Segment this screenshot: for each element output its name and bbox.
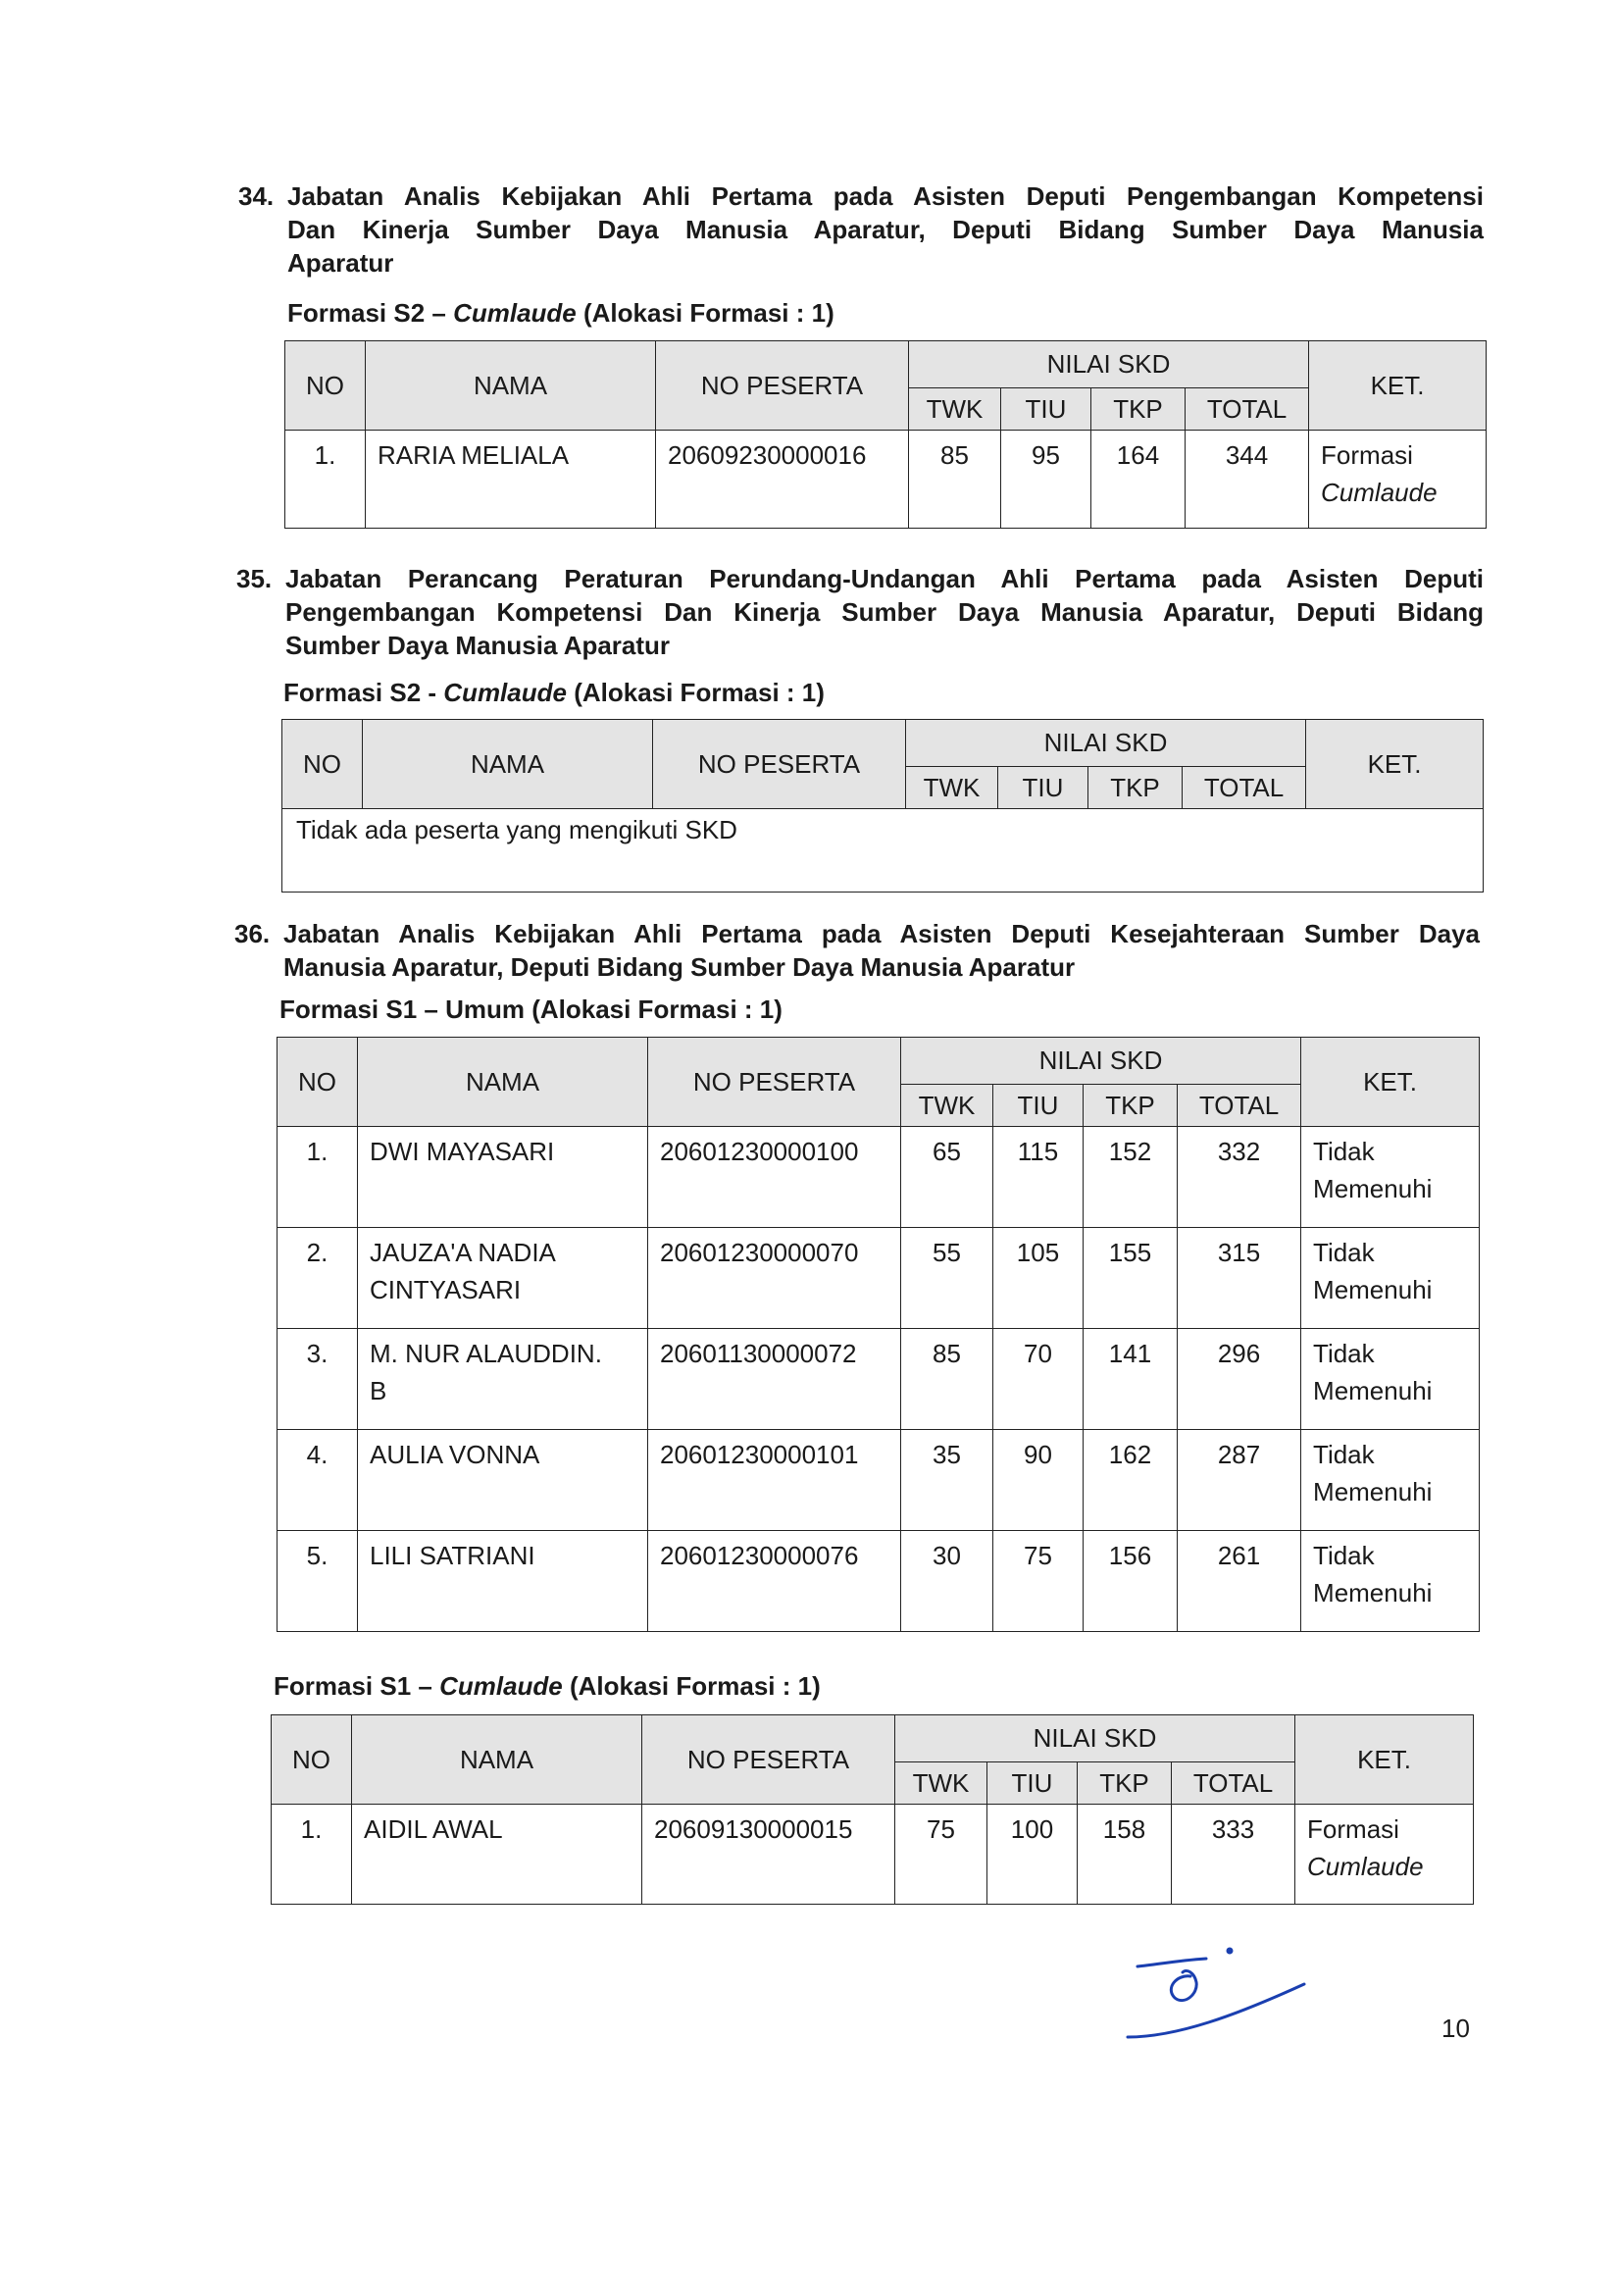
header-nilai-skd: NILAI SKD (895, 1715, 1295, 1762)
header-ket: KET. (1309, 341, 1487, 431)
table-row (278, 1329, 1480, 1430)
cell-tkp: 156 (1084, 1531, 1178, 1632)
signature-dot (1228, 1949, 1232, 1953)
cell-tiu: 100 (987, 1805, 1078, 1905)
cell-twk: 85 (909, 431, 1001, 529)
signature-mark (1118, 1947, 1314, 2055)
title-line: Pengembangan Kompetensi Dan Kinerja Sumber Daya Manusia Aparatur, Deputi Bidang (285, 597, 1484, 627)
header-no-peserta: NO PESERTA (642, 1715, 895, 1805)
cell-no: 4. (278, 1430, 358, 1531)
table-row (278, 1430, 1480, 1531)
cell-ket: Tidak Memenuhi (1301, 1531, 1480, 1632)
header-tkp: TKP (1088, 767, 1183, 809)
cell-ket: Formasi Cumlaude (1309, 431, 1487, 529)
title-line: Jabatan Analis Kebijakan Ahli Pertama pada Asisten Deputi Pengembangan Kompetensi (287, 181, 1484, 211)
section-title (285, 562, 1484, 662)
section-title (287, 179, 1484, 280)
header-nilai-skd: NILAI SKD (901, 1038, 1301, 1085)
signature-stroke (1137, 1959, 1206, 1966)
header-total: TOTAL (1186, 388, 1309, 431)
skd-table (271, 1714, 1474, 1905)
cell-no-peserta: 20601130000072 (648, 1329, 901, 1430)
table-row (278, 1127, 1480, 1228)
no-data-message: Tidak ada peserta yang mengikuti SKD (282, 809, 1484, 893)
cell-tiu: 75 (993, 1531, 1084, 1632)
header-twk: TWK (906, 767, 998, 809)
table-row (285, 431, 1487, 529)
cell-twk: 55 (901, 1228, 993, 1329)
skd-table (277, 1037, 1480, 1632)
header-twk: TWK (901, 1085, 993, 1127)
signature-stroke (1171, 1970, 1196, 2000)
table-row (282, 809, 1484, 893)
cell-no: 1. (285, 431, 366, 529)
cell-no-peserta: 20601230000070 (648, 1228, 901, 1329)
table-row (278, 1228, 1480, 1329)
cell-no: 1. (272, 1805, 352, 1905)
formasi-label: Formasi S1 – Cumlaude (Alokasi Formasi : 1) (274, 1671, 821, 1701)
header-tiu: TIU (987, 1762, 1078, 1805)
title-line: Dan Kinerja Sumber Daya Manusia Aparatur, Deputi Bidang Sumber Daya Manusia (287, 215, 1484, 244)
header-twk: TWK (909, 388, 1001, 431)
header-total: TOTAL (1172, 1762, 1295, 1805)
title-line: Sumber Daya Manusia Aparatur (285, 631, 671, 660)
cell-no-peserta: 20601230000100 (648, 1127, 901, 1228)
cell-tiu: 90 (993, 1430, 1084, 1531)
header-ket: KET. (1301, 1038, 1480, 1127)
cell-total: 332 (1178, 1127, 1301, 1228)
cell-tkp: 152 (1084, 1127, 1178, 1228)
title-line: Jabatan Analis Kebijakan Ahli Pertama pada Asisten Deputi Kesejahteraan Sumber Daya (283, 919, 1480, 948)
cell-no: 1. (278, 1127, 358, 1228)
cell-tiu: 105 (993, 1228, 1084, 1329)
header-total: TOTAL (1183, 767, 1306, 809)
cell-no-peserta: 20601230000076 (648, 1531, 901, 1632)
cell-no-peserta: 20609230000016 (656, 431, 909, 529)
section-number: 36. (234, 919, 271, 948)
header-no: NO (285, 341, 366, 431)
cell-twk: 85 (901, 1329, 993, 1430)
header-no-peserta: NO PESERTA (648, 1038, 901, 1127)
cell-total: 344 (1186, 431, 1309, 529)
cell-twk: 30 (901, 1531, 993, 1632)
header-nama: NAMA (363, 720, 653, 809)
header-nama: NAMA (352, 1715, 642, 1805)
header-tiu: TIU (998, 767, 1088, 809)
section-35-heading (236, 562, 1484, 670)
cell-total: 333 (1172, 1805, 1295, 1905)
header-tiu: TIU (993, 1085, 1084, 1127)
header-nama: NAMA (358, 1038, 648, 1127)
cell-nama: M. NUR ALAUDDIN. B (358, 1329, 648, 1430)
cell-nama: AIDIL AWAL (352, 1805, 642, 1905)
header-tkp: TKP (1091, 388, 1186, 431)
title-line: Jabatan Perancang Peraturan Perundang-Undangan Ahli Pertama pada Asisten Deputi (285, 564, 1484, 593)
formasi-label: Formasi S2 – Cumlaude (Alokasi Formasi : 1) (287, 298, 834, 328)
cell-nama: RARIA MELIALA (366, 431, 656, 529)
signature-stroke (1128, 1984, 1304, 2037)
cell-no-peserta: 20609130000015 (642, 1805, 895, 1905)
cell-tkp: 141 (1084, 1329, 1178, 1430)
header-total: TOTAL (1178, 1085, 1301, 1127)
header-no: NO (272, 1715, 352, 1805)
cell-ket: Tidak Memenuhi (1301, 1329, 1480, 1430)
cell-twk: 75 (895, 1805, 987, 1905)
cell-twk: 65 (901, 1127, 993, 1228)
title-line: Manusia Aparatur, Deputi Bidang Sumber Daya Manusia Aparatur (283, 952, 1076, 982)
header-ket: KET. (1306, 720, 1484, 809)
table-row (272, 1805, 1474, 1905)
section-34-heading (238, 179, 1484, 287)
cell-twk: 35 (901, 1430, 993, 1531)
header-tkp: TKP (1078, 1762, 1172, 1805)
section-number: 34. (238, 181, 275, 211)
header-twk: TWK (895, 1762, 987, 1805)
cell-nama: DWI MAYASARI (358, 1127, 648, 1228)
header-no-peserta: NO PESERTA (656, 341, 909, 431)
formasi-label: Formasi S2 - Cumlaude (Alokasi Formasi : 1) (283, 678, 825, 707)
cell-total: 261 (1178, 1531, 1301, 1632)
formasi-label: Formasi S1 – Umum (Alokasi Formasi : 1) (279, 995, 783, 1024)
cell-tkp: 162 (1084, 1430, 1178, 1531)
cell-ket: Tidak Memenuhi (1301, 1430, 1480, 1531)
cell-nama: AULIA VONNA (358, 1430, 648, 1531)
table-row (278, 1531, 1480, 1632)
header-no-peserta: NO PESERTA (653, 720, 906, 809)
cell-ket: Formasi Cumlaude (1295, 1805, 1474, 1905)
cell-nama: JAUZA'A NADIA CINTYASARI (358, 1228, 648, 1329)
cell-no: 5. (278, 1531, 358, 1632)
cell-tiu: 70 (993, 1329, 1084, 1430)
cell-tiu: 115 (993, 1127, 1084, 1228)
skd-table (281, 719, 1484, 893)
cell-no-peserta: 20601230000101 (648, 1430, 901, 1531)
page-number: 10 (1441, 2014, 1470, 2043)
header-no: NO (278, 1038, 358, 1127)
section-36-heading (234, 917, 1480, 991)
header-tiu: TIU (1001, 388, 1091, 431)
section-number: 35. (236, 564, 273, 593)
section-title (283, 917, 1480, 984)
cell-tkp: 155 (1084, 1228, 1178, 1329)
header-nilai-skd: NILAI SKD (909, 341, 1309, 388)
cell-no: 3. (278, 1329, 358, 1430)
title-line: Aparatur (287, 248, 394, 278)
cell-tkp: 158 (1078, 1805, 1172, 1905)
header-nama: NAMA (366, 341, 656, 431)
header-no: NO (282, 720, 363, 809)
cell-tiu: 95 (1001, 431, 1091, 529)
cell-total: 296 (1178, 1329, 1301, 1430)
header-tkp: TKP (1084, 1085, 1178, 1127)
cell-nama: LILI SATRIANI (358, 1531, 648, 1632)
header-ket: KET. (1295, 1715, 1474, 1805)
cell-total: 315 (1178, 1228, 1301, 1329)
skd-table (284, 340, 1487, 529)
cell-total: 287 (1178, 1430, 1301, 1531)
cell-ket: Tidak Memenuhi (1301, 1127, 1480, 1228)
header-nilai-skd: NILAI SKD (906, 720, 1306, 767)
cell-tkp: 164 (1091, 431, 1186, 529)
cell-ket: Tidak Memenuhi (1301, 1228, 1480, 1329)
cell-no: 2. (278, 1228, 358, 1329)
